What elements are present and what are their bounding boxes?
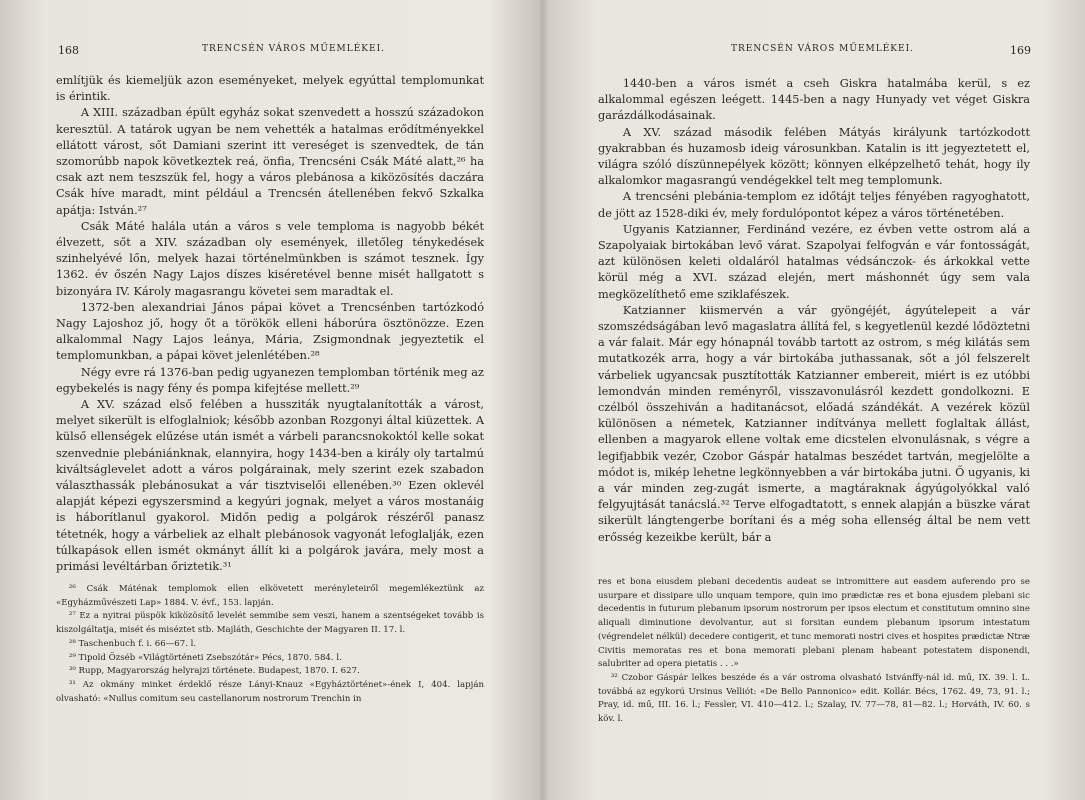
footnotes (598, 576, 1030, 727)
main-text (56, 73, 484, 575)
paragraph: A XIII. században épült egyház sokat szenvedett a hosszú századokon keresztül. A tatárok ugyan be nem vehették a hatalmas erődítményekkel ellátott várost, sőt Damiani szerint itt vereséget is szenvedtek, de tán szomorúbb napok következtek reá, önfia, Trencséni Csák Máté alatt,²⁶ ha csak azt nem teszszük fel, hogy a város plebánosa a kiközösítés daczára Csák híve maradt, mint például a Trencsén átellenében fekvő Szkalka apátja: István.²⁷ (56, 106, 484, 217)
running-head: TRENCSÉN VÁROS MŰEMLÉKEI. (202, 44, 385, 54)
paragraph: A XV. század első felében a hussziták nyugtalanították a várost, melyet sikerült is elfoglalniok; később azonban Rozgonyi által kiüzettek. A külső ellenségek elűzése után ismét a várbeli parancsnokoktól kelle sokat szenvednie plebániánknak, elannyira, hogy 1434-ben a király oly tartalmú kiváltságlevelet adott a város polgárainak, mely szerint ezek szabadon választhassák plebánosukat a vár tisztviselői ellenében.³⁰ Ezen oklevél alapját képezi egyszersmind a kegyúri jognak, melyet a város mostanáig is háborítlanul gyakorol. Midőn pedig a polgárok részéről panasz tétetnék, hogy a várbeliek az elhalt plebánosok vagyonát lefoglalják, ezen túlkapások ellen ismét okmányt állít ki a polgárok javára, mely most a primási levéltárban őriztetik.³¹ (56, 398, 484, 574)
footnote: ²⁹ Tipold Özséb «Világtörténeti Zsebszótár» Pécs, 1870. 584. l. (68, 652, 342, 663)
paragraph: említjük és kiemeljük azon eseményeket, melyek egyúttal templomunkat is érintik. (56, 74, 484, 104)
footnote: ³² Czobor Gáspár lelkes beszéde és a vár ostroma olvasható Istvánffy-nál id. mű, IX. 39. l. L. továbbá az egykorú Ursinus Velliót: «De Bello Pannonico» edit. Kollár. Bécs, 1762. 49, 73, 91. l.; Pray, id. mű, III. 16. l.; Fessler, VI. 410—412. l.; Szalay, IV. 77—78, 81—82. l.; Horváth, IV. 60. s köv. l. (598, 672, 1030, 725)
right-page (543, 0, 1085, 800)
paragraph: Ugyanis Katzianner, Ferdinánd vezére, ez évben vette ostrom alá a Szapolyaiak birtokában levő várat. Szapolyai felfogván e vár fontosságát, azt különösen keleti oldaláról hatalmas védsánczok- és árkokkal vette körül még a XVI. század elején, mert máshonnét úgy sem vala megközelíthető eme sziklafészek. (598, 222, 1030, 301)
paragraph: 1372-ben alexandriai János pápai követ a Trencsénben tartózkodó Nagy Lajoshoz jő, hogy őt a törökök elleni háborúra ösztönözze. Ezen alkalommal Nagy Lajos leánya, Mária, Zsigmondnak jegyeztetik el templomunkban, a pápai követ jelenlétében.²⁸ (56, 300, 484, 363)
paragraph: A trencséni plebánia-templom ez időtájt teljes fényében ragyoghatott, de jött az 1528-diki év, mely fordulópontot képez a város történetében. (598, 190, 1030, 220)
left-page (0, 0, 542, 800)
paragraph: Csák Máté halála után a város s vele temploma is nagyobb békét élvezett, sőt a XIV. században oly események, illetőleg ténykedések szinhelyévé lőn, melyek hazai történelmünkben is számot tesznek. Így 1362. év őszén Nagy Lajos díszes kiséretével benne misét hallgatott s bizonyára IV. Károly magasrangu követei sem maradtak el. (56, 219, 484, 298)
footnote: ³¹ Az okmány minket érdeklő része Lányi-Knauz «Egyháztörténet»-ének I, 404. lapján olvasható: «Nullus comitum seu castellanorum nostrorum Trenchin in (56, 679, 484, 704)
paragraph: Négy evre rá 1376-ban pedig ugyanezen templomban történik meg az egybekelés is nagy fény és pompa kifejtése mellett.²⁹ (56, 365, 484, 395)
page-number: 169 (1010, 44, 1031, 57)
footnote: ²⁸ Taschenbuch f. i. 66—67. l. (68, 638, 197, 649)
footnote: ³⁰ Rupp, Magyarország helyrajzi története. Budapest, 1870. I. 627. (68, 666, 360, 677)
footnotes (56, 583, 484, 706)
footnote: res et bona eiusdem plebani decedentis audeat se intromittere aut easdem auferendo pro se usurpare et dissipare ullo unquam tempore, quin imo prædictæ res et bona ejusdem plebani sic decedentis in futurum plebanum ipsorum nostrorum per ipsos electum et constitutum omnino sine aliquali diminutione devolvantur, aut si forsitan eundem plebanum ipsorum intestatum (végrendelet nélkül) decedere contigerit, et tunc memorati nostri cives et hospites prædictæ Ntræ Civitis memoratas res et bona memorati plebani plenam habeant potestatem disponendi, salubriter ad opera pietatis . . .» (598, 577, 1030, 670)
footnote: ²⁷ Ez a nyitrai püspök kiközösítő levelét semmibe sem veszi, hanem a szentségeket tovább is kiszolgáltatja, misét és miséztet stb. Majláth, Geschichte der Magyaren II. 17. l. (56, 611, 484, 636)
running-head: TRENCSÉN VÁROS MŰEMLÉKEI. (731, 44, 914, 54)
paragraph: Katzianner kiismervén a vár gyöngéjét, ágyútelepeit a vár szomszédságában levő magaslatra állítá fel, s kegyetlenül kezdé lődöztetni a vár falait. Már egy hónapnál tovább tartott az ostrom, s még kilátás sem mutatkozék arra, hogy a vár birtokába juthassanak, sőt a jól felszerelt várbeliek ugyancsak pusztították Katzianner embereit, miért is ez utóbbi lemondván minden reményről, visszavonulásról kezdett gondolkozni. E czélból összehiván a haditanácsot, előadá szándékát. A vezérek közül különösen a németek, Katzianner indítványa mellett foglaltak állást, ellenben a magyarok ellene voltak eme dicstelen elvonulásnak, s végre a legifjabbik vezér, Czobor Gáspár hatalmas beszédet tartván, megjelölte a módot is, mikép lehetne legkönnyebben a vár birtokába jutni. Ő ugyanis, ki a vár minden zeg-zugát ismerte, a magtáraknak ágyúgolyókkal való felgyujtását tanácslá.³² Terve elfogadtatott, s ennek alapján a büszke várat sikerült lángtengerbe borítani és a még soha ellenség által be nem vett erősség kezeikbe került, bár a (598, 303, 1030, 544)
paragraph: 1440-ben a város ismét a cseh Giskra hatalmába kerül, s ez alkalommal egészen leégett. 1445-ben a nagy Hunyady vet véget Giskra garázdálkodásainak. (598, 77, 1030, 123)
paragraph: A XV. század második felében Mátyás királyunk tartózkodott gyakrabban és huzamosb ideig városunkban. Katalin is itt jegyeztetett el, világra szóló díszünnepélyek között; könnyen elképzelhető tehát, hogy ily alkalomkor magasrangú vendégekkel telt meg templomunk. (598, 125, 1030, 188)
main-text (598, 76, 1030, 546)
footnote: ²⁶ Csák Máténak templomok ellen elkövetett merényleteiről megemlékeztünk az «Egyházművészeti Lap» 1884. V. évf., 153. lapján. (56, 584, 484, 608)
page-number: 168 (58, 44, 79, 57)
